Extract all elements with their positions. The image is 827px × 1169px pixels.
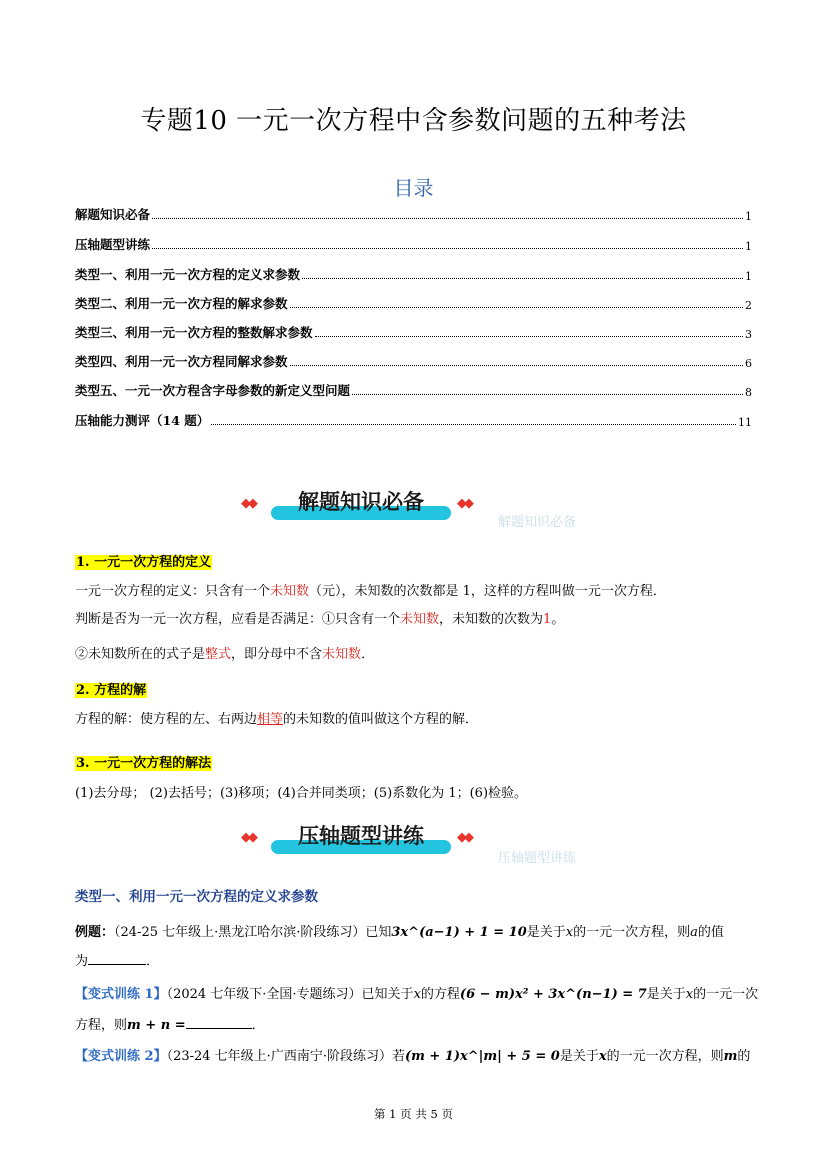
toc-item-page: 1 (745, 270, 752, 283)
text: ． (146, 954, 160, 969)
section-heading (75, 752, 212, 771)
toc-item[interactable] (75, 263, 752, 283)
toc-item-label: 类型一、利用一元一次方程的定义求参数 (75, 267, 301, 282)
toc-leader (152, 248, 743, 249)
variant-label: 【变式训练 1】 (75, 987, 167, 1002)
banner-label: 压轴题型讲练 (298, 824, 424, 848)
text: 一元一次方程的定义：只含有一个 (75, 584, 271, 599)
toc-item-page: 1 (745, 210, 752, 223)
formula: 3x^(a−1) + 1 = 10 (391, 925, 527, 940)
diamond-icon: ◆◆ (241, 496, 255, 511)
toc-item[interactable] (75, 292, 752, 312)
toc-item-page: 2 (745, 299, 752, 312)
highlight-text: 未知数 (400, 612, 440, 627)
variant-label: 【变式训练 2】 (75, 1049, 167, 1064)
toc-item[interactable] (75, 233, 752, 253)
answer-blank[interactable] (88, 952, 146, 965)
paragraph (75, 643, 765, 662)
variant-line (75, 983, 765, 1002)
formula: (6 − m)x² + 3x^(n−1) = 7 (459, 987, 647, 1002)
variable: a (690, 925, 698, 940)
type-heading: 类型一、利用一元一次方程的定义求参数 (75, 889, 318, 905)
diamond-icon: ◆◆ (457, 496, 471, 511)
answer-blank[interactable] (186, 1016, 252, 1029)
toc-item-label: 解题知识必备 (75, 207, 151, 222)
example-line (75, 921, 765, 940)
text: （2024 七年级下·全国·专题练习）已知关于 (166, 987, 414, 1002)
text: ． (251, 1018, 265, 1033)
page-title: 专题10 一元一次方程中含参数问题的五种考法 (140, 106, 687, 136)
variable: x (598, 1049, 607, 1064)
example-label: 例题： (75, 925, 115, 940)
highlight-text: 1 (543, 612, 552, 627)
variable: x (413, 987, 421, 1002)
toc-item[interactable] (75, 350, 752, 370)
section-banner-practice (233, 820, 493, 860)
variant-line (75, 1014, 765, 1033)
toc-item-page: 8 (745, 386, 752, 399)
text: 是关于 (646, 987, 686, 1002)
text: 的一元一次方程，则 (606, 1049, 724, 1064)
text: （元），未知数的次数都是 1，这样的方程叫做一元一次方程． (309, 584, 666, 599)
section-heading-text: 3. 一元一次方程的解法 (76, 756, 212, 771)
toc-leader (211, 424, 736, 425)
section-heading-text: 1. 一元一次方程的定义 (76, 555, 212, 570)
toc-item-label: 类型四、利用一元一次方程同解求参数 (75, 354, 288, 369)
example-line (75, 950, 765, 969)
page-footer: 第 1 页 共 5 页 (374, 1107, 453, 1121)
toc-item-label: 类型五、一元一次方程含字母参数的新定义型问题 (75, 383, 351, 398)
toc-leader (290, 365, 743, 366)
toc-item[interactable] (75, 379, 752, 399)
diamond-icon: ◆◆ (457, 830, 471, 845)
toc-leader (152, 218, 743, 219)
text: ，即分母中不含 (231, 647, 323, 662)
toc-leader (352, 394, 743, 395)
variable: x (685, 987, 694, 1002)
text: 方程，则 (75, 1018, 128, 1033)
section-heading (75, 679, 147, 698)
toc-item-label: 压轴题型讲练 (75, 237, 151, 252)
highlight-text: 未知数 (270, 584, 310, 599)
toc-item[interactable] (75, 203, 752, 223)
toc-heading: 目录 (393, 176, 434, 200)
text: 是关于 (559, 1049, 599, 1064)
section-heading (75, 551, 212, 570)
text: 的一元一次 (693, 987, 759, 1002)
text: 是关于 (526, 925, 566, 940)
toc-item-label: 类型二、利用一元一次方程的解求参数 (75, 296, 288, 311)
toc-item-page: 1 (745, 240, 752, 253)
text: ，未知数的次数为 (439, 612, 544, 627)
highlight-text: 相等 (257, 712, 284, 727)
paragraph (75, 608, 765, 627)
paragraph: (1)去分母； (2)去括号；(3)移项；(4)合并同类项；(5)系数化为 1；(6)检验。 (75, 786, 528, 801)
text: （23-24 七年级上·广西南宁·阶段练习）若 (166, 1049, 405, 1064)
toc-item-page: 11 (738, 416, 752, 429)
formula: m + n = (127, 1018, 186, 1033)
formula: (m + 1)x^|m| + 5 = 0 (404, 1049, 560, 1064)
section-heading-text: 2. 方程的解 (76, 683, 147, 698)
toc-item[interactable] (75, 409, 752, 429)
text: 的未知数的值叫做这个方程的解． (283, 712, 479, 727)
variable: x (565, 925, 574, 940)
text: 的方程 (420, 987, 460, 1002)
text: ． (361, 647, 375, 662)
toc-item-page: 3 (745, 328, 752, 341)
toc-leader (290, 307, 743, 308)
text: ②未知数所在的式子是 (75, 647, 206, 662)
banner-ghost-text: 解题知识必备 (498, 515, 577, 530)
text: 的值 (697, 925, 724, 940)
toc-item-label: 类型三、利用一元一次方程的整数解求参数 (75, 325, 313, 340)
diamond-icon: ◆◆ (241, 830, 255, 845)
toc-item-label: 压轴能力测评（14 题） (75, 413, 210, 428)
toc-leader (302, 278, 743, 279)
text: 方程的解：使方程的左、右两边 (75, 712, 258, 727)
text: 判断是否为一元一次方程，应看是否满足：①只含有一个 (75, 612, 401, 627)
banner-ghost-text: 压轴题型讲练 (498, 851, 577, 866)
highlight-text: 未知数 (322, 647, 362, 662)
toc-leader (315, 336, 743, 337)
highlight-text: 整式 (205, 647, 232, 662)
banner-label: 解题知识必备 (298, 490, 424, 514)
toc-item[interactable] (75, 321, 752, 341)
toc-item-page: 6 (745, 357, 752, 370)
variable: m (723, 1049, 738, 1064)
paragraph (75, 708, 765, 727)
text: 的 (737, 1049, 751, 1064)
text: 为 (75, 954, 89, 969)
paragraph (75, 580, 765, 599)
text: 。 (551, 612, 565, 627)
variant-line (75, 1045, 765, 1064)
section-banner-knowledge (233, 486, 493, 526)
text: （24-25 七年级上·黑龙江哈尔滨·阶段练习）已知 (114, 925, 392, 940)
text: 的一元一次方程，则 (573, 925, 691, 940)
